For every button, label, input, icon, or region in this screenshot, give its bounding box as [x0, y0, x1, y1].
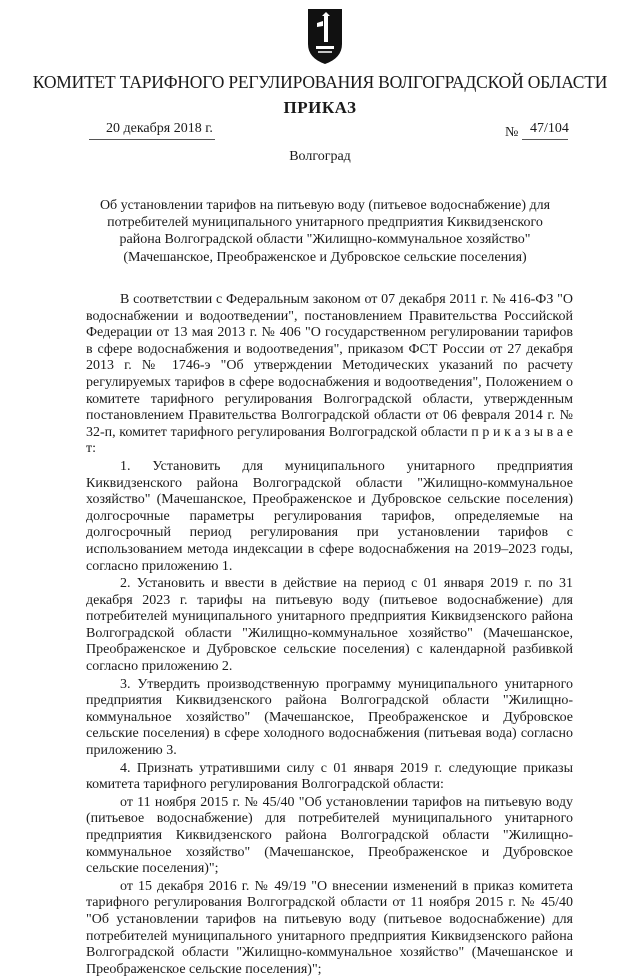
item-4b-paragraph: от 15 декабря 2016 г. № 49/19 "О внесении изменений в приказ комитета тарифного регулирования Волгоградской области от 11 ноября 2015 г. № 45/40 "Об установлении тарифов на питьевую воду (питьевое водоснабжение) для потребителей муниципального унитарного предприятия Киквидзенского района Волгоградской области "Жилищно-коммунальное хозяйство" (Мачешанское и Преображенское сельские поселения)";	[86, 878, 573, 977]
order-subject: Об установлении тарифов на питьевую воду (питьевое водоснабжение) для потребителей муниципального унитарного предприятия Киквидзенского района Волгоградской области "Жилищно-коммунальное хозяйство" (Мачешанское, Преображенское и Дубровское сельские поселения)	[99, 198, 551, 265]
order-body	[86, 292, 573, 978]
item-1-paragraph: 1. Установить для муниципального унитарного предприятия Киквидзенского района Волгоградской области "Жилищно-коммунальное хозяйство" (Мачешанское, Преображенское и Дубровское сельские поселения) долгосрочные параметры регулирования тарифов, определяемые на долгосрочный период регулирования при установлении тарифов с использованием метода индексации в сфере водоснабжения на 2019–2023 годы, согласно приложению 1.	[86, 458, 573, 574]
item-2-paragraph: 2. Установить и ввести в действие на период с 01 января 2019 г. по 31 декабря 2023 г. тарифы на питьевую воду (питьевое водоснабжение) для потребителей муниципального унитарного предприятия Киквидзенского района Волгоградской области "Жилищно-коммунальное хозяйство" (Мачешанское, Преображенское и Дубровское сельские поселения) с календарной разбивкой согласно приложению 2.	[86, 576, 573, 675]
city: Волгоград	[289, 149, 351, 164]
item-4-paragraph: 4. Признать утратившими силу с 01 января 2019 г. следующие приказы комитета тарифного регулирования Волгоградской области:	[86, 760, 573, 793]
coat-of-arms-icon	[304, 6, 346, 66]
number-sign: №	[505, 125, 519, 140]
item-3-paragraph: 3. Утвердить производственную программу муниципального унитарного предприятия Киквидзенского района Волгоградской области "Жилищно-коммунальное хозяйство" (Мачешанское, Преображенское и Дубровское сельские поселения) в сфере холодного водоснабжения (питьевая вода) согласно приложению 3.	[86, 676, 573, 759]
order-date: 20 декабря 2018 г.	[106, 121, 213, 136]
committee-title: КОМИТЕТ ТАРИФНОГО РЕГУЛИРОВАНИЯ ВОЛГОГРАДСКОЙ ОБЛАСТИ	[32, 72, 608, 92]
order-number: 47/104	[530, 121, 569, 136]
document-type: ПРИКАЗ	[283, 98, 357, 117]
item-4a-paragraph: от 11 ноября 2015 г. № 45/40 "Об установлении тарифов на питьевую воду (питьевое водоснабжение) для потребителей муниципального унитарного предприятия Киквидзенского района Волгоградской области "Жилищно-коммунальное хозяйство" (Мачешанское, Преображенское и Дубровское сельские поселения)";	[86, 794, 573, 877]
number-underline	[522, 139, 568, 140]
date-underline	[89, 139, 215, 140]
preamble-paragraph: В соответствии с Федеральным законом от 07 декабря 2011 г. № 416-ФЗ "О водоснабжении и водоотведении", постановлением Правительства Российской Федерации от 13 мая 2013 г. № 406 "О государственном регулировании тарифов в сфере водоснабжения и водоотведения", приказом ФСТ России от 27 декабря 2013 г. № 1746-э "Об утверждении Методических указаний по расчету регулируемых тарифов в сфере водоснабжения и водоотведения", Положением о комитете тарифного регулирования Волгоградской области, утвержденным постановлением Правительства Волгоградской области от 06 февраля 2014 г. № 32-п, комитет тарифного регулирования Волгоградской области п р и к а з ы в а е т:	[86, 292, 573, 457]
